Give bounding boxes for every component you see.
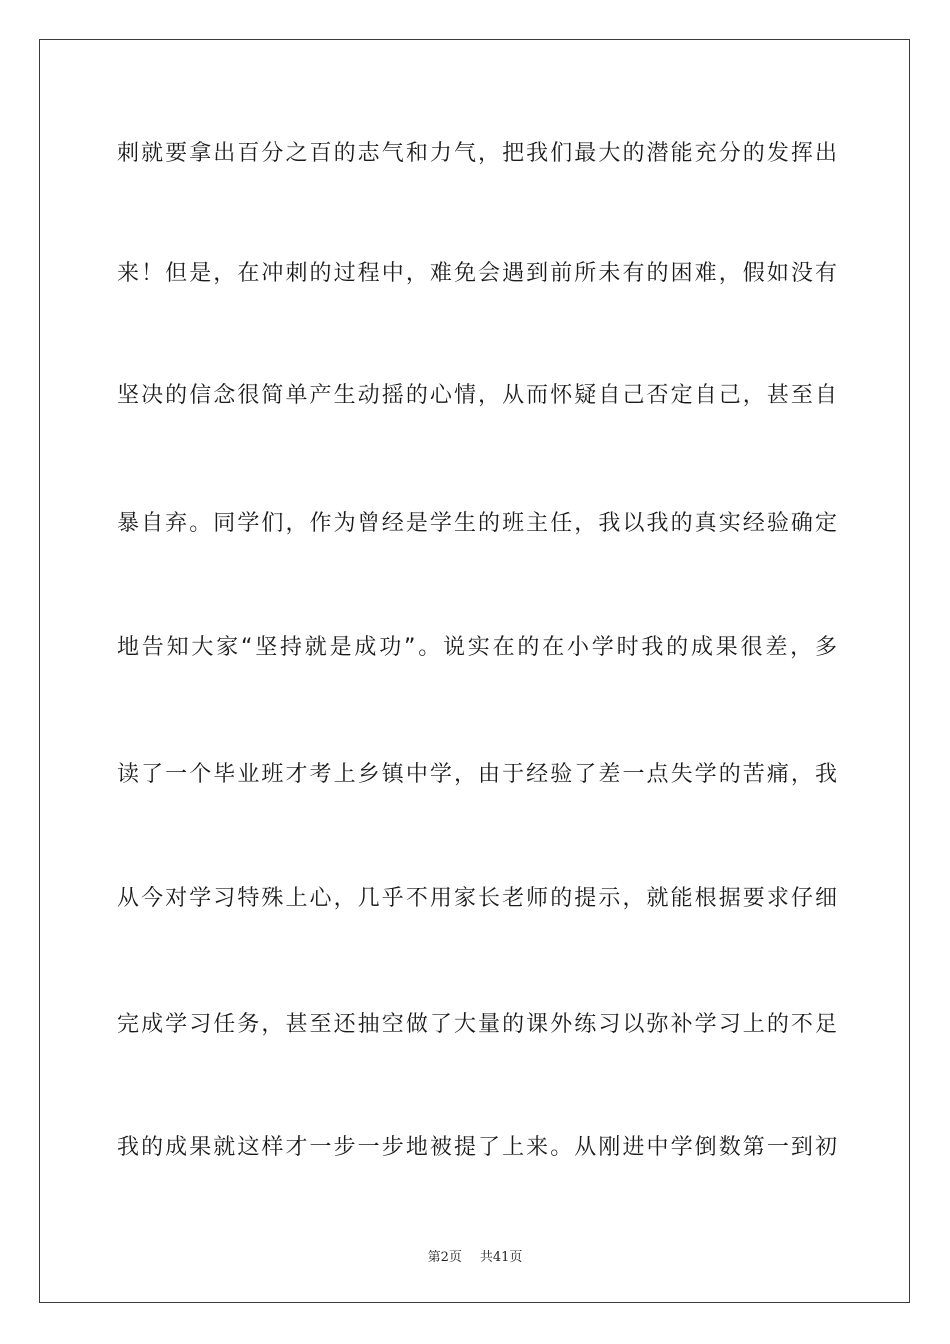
- text-line: 地告知大家“坚持就是成功”。说实在的在小学时我的成果很差，多: [117, 635, 837, 660]
- text-line: 刺就要拿出百分之百的志气和力气，把我们最大的潜能充分的发挥出: [117, 141, 837, 166]
- text-line: 我的成果就这样才一步一步地被提了上来。从刚进中学倒数第一到初: [117, 1135, 837, 1160]
- text-line: 暴自弃。同学们，作为曾经是学生的班主任，我以我的真实经验确定: [117, 511, 837, 536]
- text-line: 完成学习任务，甚至还抽空做了大量的课外练习以弥补学习上的不足: [117, 1012, 837, 1037]
- text-line: 来！但是，在冲刺的过程中，难免会遇到前所未有的困难，假如没有: [117, 261, 837, 286]
- text-line: 坚决的信念很简单产生动摇的心情，从而怀疑自己否定自己，甚至自: [117, 383, 837, 408]
- text-line: 读了一个毕业班才考上乡镇中学，由于经验了差一点失学的苦痛，我: [117, 762, 837, 787]
- text-line: 从今对学习特殊上心，几乎不用家长老师的提示，就能根据要求仔细: [117, 886, 837, 911]
- page-number: 第2页: [427, 1250, 462, 1265]
- page-total: 共41页: [479, 1250, 523, 1265]
- page-border: [39, 39, 910, 1303]
- page-footer: [0, 1246, 950, 1265]
